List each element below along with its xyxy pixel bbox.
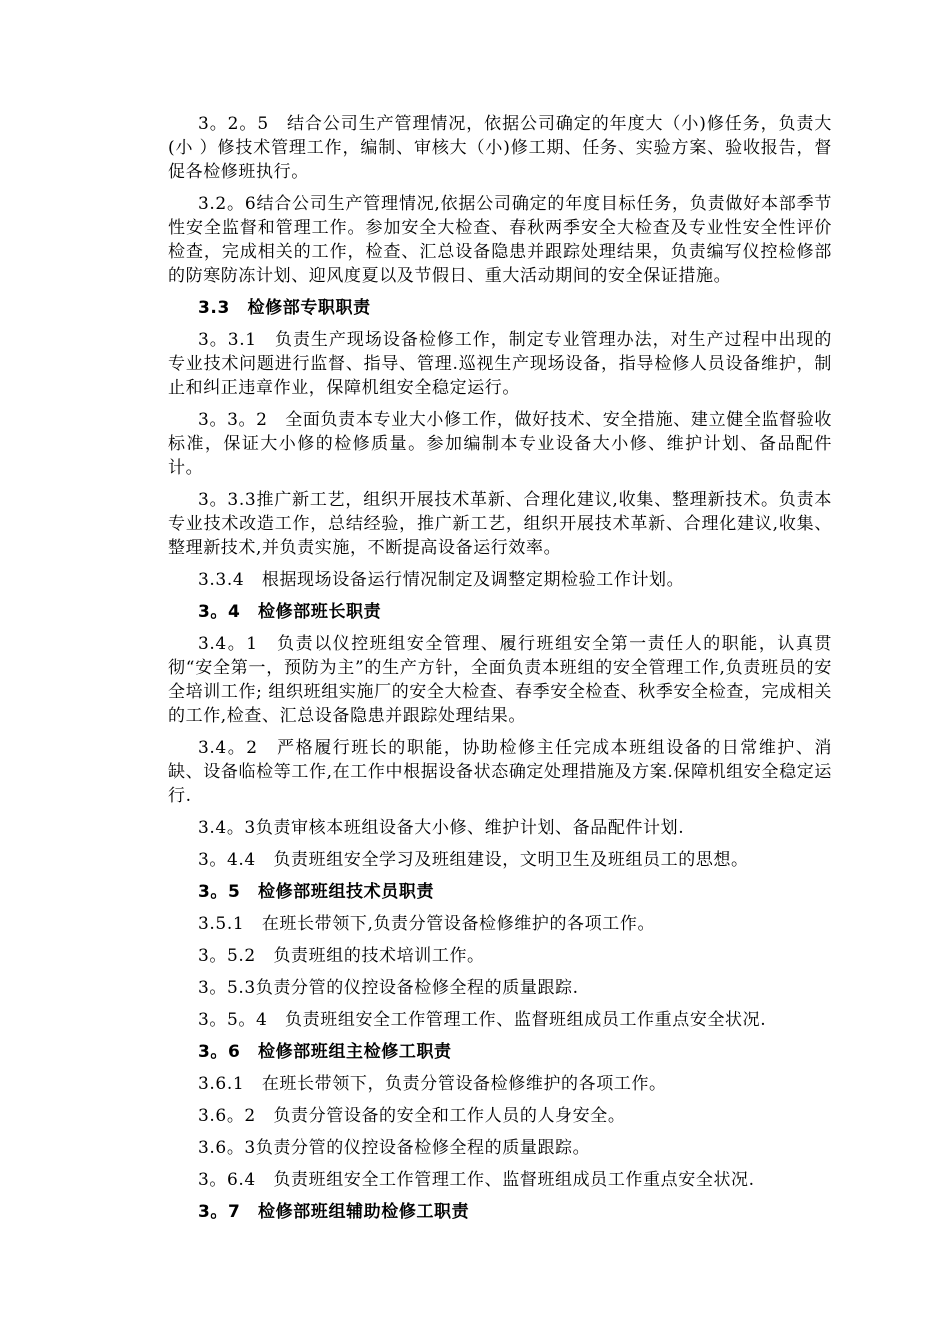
section-heading-3-7: 3。7 检修部班组辅助检修工职责 — [198, 1202, 470, 1222]
paragraph-3-5-1: 3.5.1 在班长带领下,负责分管设备检修维护的各项工作。 — [198, 914, 656, 934]
paragraph-3-6-2: 3.6。2 负责分管设备的安全和工作人员的人身安全。 — [198, 1106, 626, 1126]
section-heading-3-3: 3.3 检修部专职职责 — [198, 298, 371, 318]
section-heading-3-5: 3。5 检修部班组技术员职责 — [198, 882, 435, 902]
paragraph-3-6-1: 3.6.1 在班长带领下，负责分管设备检修维护的各项工作。 — [198, 1074, 667, 1094]
paragraph-3-5-3: 3。5.3负责分管的仪控设备检修全程的质量跟踪. — [198, 978, 579, 998]
paragraph-3-4-4: 3。4.4 负责班组安全学习及班组建设，文明卫生及班组员工的思想。 — [198, 850, 749, 870]
paragraph-3-3-3: 3。3.3推广新工艺，组织开展技术革新、合理化建议,收集、整理新技术。负责本专业技术改造工作，总结经验，推广新工艺，组织开展技术革新、合理化建议,收集、整理新技术,并负责实施，不断提高设备运行效率。 — [168, 490, 832, 558]
paragraph-3-4-3: 3.4。3负责审核本班组设备大小修、维护计划、备品配件计划. — [198, 818, 685, 838]
paragraph-3-2-5: 3。2。5 结合公司生产管理情况，依据公司确定的年度大（小)修任务，负责大(小 ）修技术管理工作，编制、审核大（小)修工期、任务、实验方案、验收报告，督促各检修班执行。 — [168, 114, 832, 182]
paragraph-3-3-1: 3。3.1 负责生产现场设备检修工作，制定专业管理办法，对生产过程中出现的专业技术问题进行监督、指导、管理.巡视生产现场设备，指导检修人员设备维护，制止和纠正违章作业，保障机组安全稳定运行。 — [168, 330, 832, 398]
paragraph-3-4-2: 3.4。2 严格履行班长的职能，协助检修主任完成本班组设备的日常维护、消缺、设备临检等工作,在工作中根据设备状态确定处理措施及方案.保障机组安全稳定运行. — [168, 738, 832, 806]
document-body — [168, 112, 832, 1232]
paragraph-3-3-2: 3。3。2 全面负责本专业大小修工作，做好技术、安全措施、建立健全监督验收标准，保证大小修的检修质量。参加编制本专业设备大小修、维护计划、备品配件计。 — [168, 410, 832, 478]
section-heading-3-6: 3。6 检修部班组主检修工职责 — [198, 1042, 452, 1062]
paragraph-3-2-6: 3.2。6结合公司生产管理情况,依据公司确定的年度目标任务，负责做好本部季节性安全监督和管理工作。参加安全大检查、春秋两季安全大检查及专业性安全性评价检查，完成相关的工作，检查、汇总设备隐患并跟踪处理结果，负责编写仪控检修部的防寒防冻计划、迎风度夏以及节假日、重大活动期间的安全保证措施。 — [168, 194, 832, 286]
paragraph-3-6-3: 3.6。3负责分管的仪控设备检修全程的质量跟踪。 — [198, 1138, 591, 1158]
paragraph-3-5-2: 3。5.2 负责班组的技术培训工作。 — [198, 946, 485, 966]
paragraph-3-4-1: 3.4。1 负责以仪控班组安全管理、履行班组安全第一责任人的职能，认真贯彻“安全第一，预防为主”的生产方针，全面负责本班组的安全管理工作,负责班员的安全培训工作; 组织班组实施厂的安全大检查、春季安全检查、秋季安全检查，完成相关的工作,检查、汇总设备隐患并跟踪处理结果。 — [168, 634, 832, 726]
paragraph-3-3-4: 3.3.4 根据现场设备运行情况制定及调整定期检验工作计划。 — [198, 570, 685, 590]
section-heading-3-4: 3。4 检修部班长职责 — [198, 602, 382, 622]
paragraph-3-5-4: 3。5。4 负责班组安全工作管理工作、监督班组成员工作重点安全状况. — [198, 1010, 767, 1030]
paragraph-3-6-4: 3。6.4 负责班组安全工作管理工作、监督班组成员工作重点安全状况. — [198, 1170, 755, 1190]
